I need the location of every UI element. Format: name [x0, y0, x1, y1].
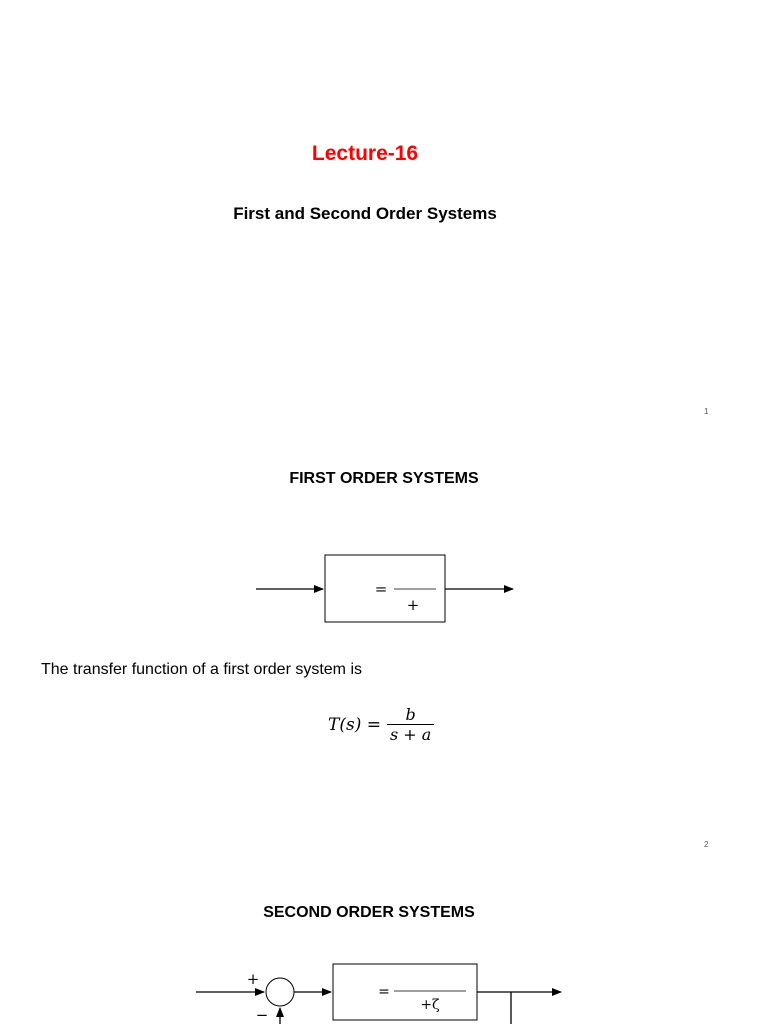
first-order-heading: FIRST ORDER SYSTEMS [289, 470, 479, 487]
summing-junction [266, 978, 294, 1006]
transfer-function-text: The transfer function of a first order system is [41, 661, 363, 678]
summing-plus-sign: + [246, 970, 260, 988]
equation-denominator: s + a [389, 725, 432, 744]
page-number-2: 2 [704, 840, 709, 849]
equation-lhs: T(s) = [328, 715, 381, 735]
second-order-heading: SECOND ORDER SYSTEMS [263, 904, 475, 921]
equation-numerator: b [405, 705, 416, 724]
summing-minus-sign: − [255, 1006, 269, 1024]
lecture-title: Lecture-16 [311, 142, 419, 165]
page-number-1: 1 [704, 407, 709, 416]
first-order-block-denominator: + [406, 596, 420, 614]
first-order-block-equals: = [374, 580, 388, 598]
second-order-block-denominator: +ζ [420, 997, 440, 1013]
second-order-block-equals: = [378, 984, 390, 1000]
lecture-subtitle: First and Second Order Systems [233, 204, 497, 223]
second-order-transfer-block [333, 964, 477, 1020]
